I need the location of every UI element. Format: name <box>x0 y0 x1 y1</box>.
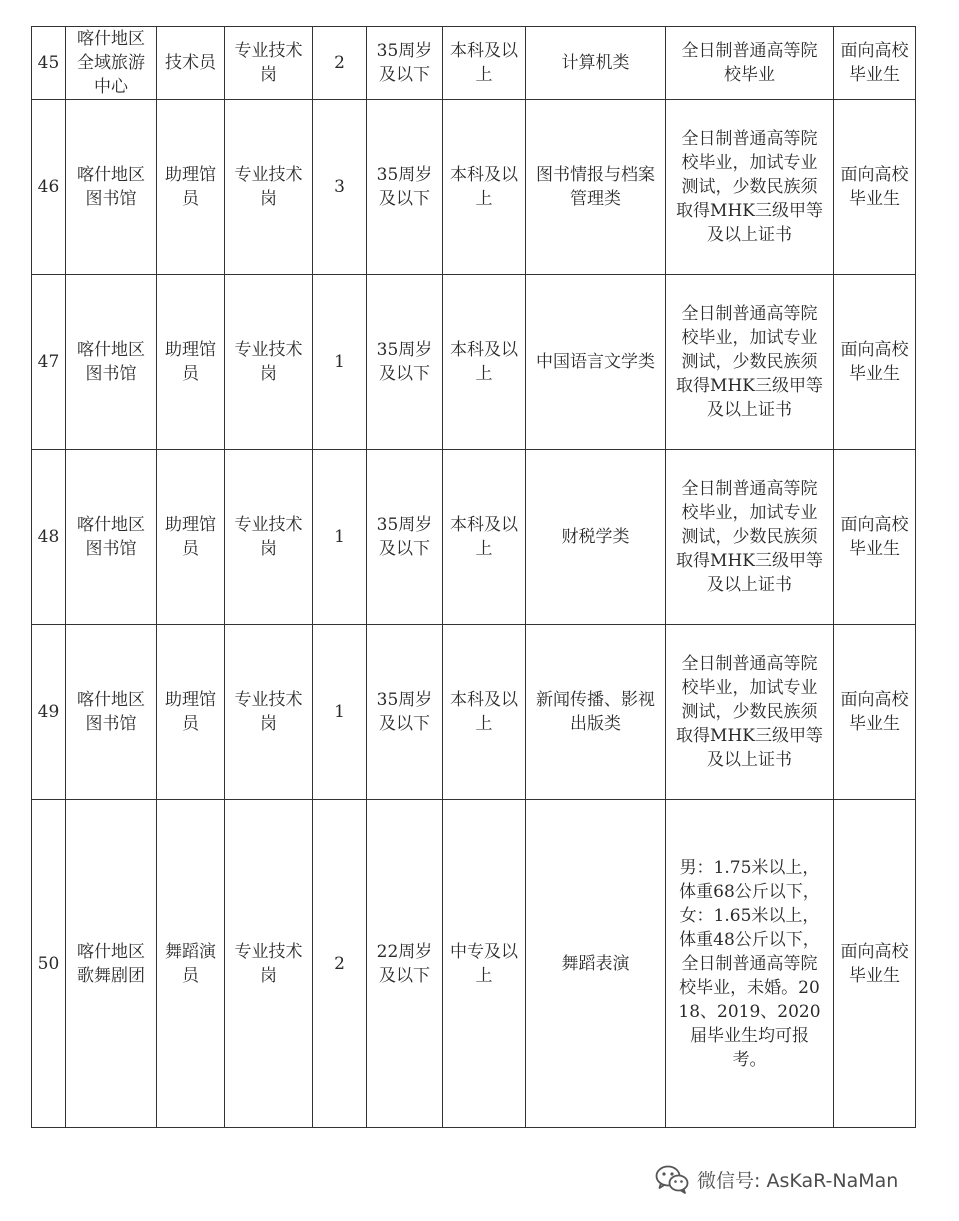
education-requirement-cell: 本科及以上 <box>443 100 526 275</box>
target-group-cell: 面向高校毕业生 <box>834 275 916 450</box>
position-category-cell: 专业技术岗 <box>225 27 313 100</box>
major-requirement-cell: 财税学类 <box>526 450 666 625</box>
row-number-cell: 47 <box>32 275 66 450</box>
position-category-cell: 专业技术岗 <box>225 450 313 625</box>
position-category-cell: 专业技术岗 <box>225 800 313 1128</box>
hiring-unit-cell: 喀什地区图书馆 <box>66 100 157 275</box>
target-group-cell: 面向高校毕业生 <box>834 800 916 1128</box>
age-requirement-cell: 35周岁及以下 <box>367 27 443 100</box>
major-requirement-cell: 舞蹈表演 <box>526 800 666 1128</box>
hiring-count-cell: 1 <box>313 275 367 450</box>
position-category-cell: 专业技术岗 <box>225 275 313 450</box>
row-number-cell: 45 <box>32 27 66 100</box>
position-name-cell: 助理馆员 <box>157 100 225 275</box>
position-name-cell: 技术员 <box>157 27 225 100</box>
row-number-cell: 46 <box>32 100 66 275</box>
hiring-count-cell: 1 <box>313 625 367 800</box>
position-name-cell: 助理馆员 <box>157 275 225 450</box>
education-requirement-cell: 本科及以上 <box>443 27 526 100</box>
row-number-cell: 50 <box>32 800 66 1128</box>
position-name-cell: 助理馆员 <box>157 450 225 625</box>
other-conditions-cell: 全日制普通高等院校毕业，加试专业测试，少数民族须取得MHK三级甲等及以上证书 <box>666 450 834 625</box>
target-group-cell: 面向高校毕业生 <box>834 27 916 100</box>
table-row <box>32 275 916 450</box>
row-number-cell: 49 <box>32 625 66 800</box>
education-requirement-cell: 本科及以上 <box>443 450 526 625</box>
other-conditions-cell: 全日制普通高等院校毕业 <box>666 27 834 100</box>
education-requirement-cell: 本科及以上 <box>443 625 526 800</box>
major-requirement-cell: 中国语言文学类 <box>526 275 666 450</box>
major-requirement-cell: 计算机类 <box>526 27 666 100</box>
other-conditions-cell: 全日制普通高等院校毕业，加试专业测试，少数民族须取得MHK三级甲等及以上证书 <box>666 275 834 450</box>
position-name-cell: 助理馆员 <box>157 625 225 800</box>
age-requirement-cell: 22周岁及以下 <box>367 800 443 1128</box>
education-requirement-cell: 本科及以上 <box>443 275 526 450</box>
wechat-watermark <box>655 1163 898 1195</box>
hiring-count-cell: 3 <box>313 100 367 275</box>
recruitment-table <box>31 26 916 1128</box>
age-requirement-cell: 35周岁及以下 <box>367 450 443 625</box>
watermark-text: 微信号: AsKaR-NaMan <box>697 1169 899 1192</box>
hiring-unit-cell: 喀什地区歌舞剧团 <box>66 800 157 1128</box>
hiring-count-cell: 2 <box>313 27 367 100</box>
other-conditions-cell: 全日制普通高等院校毕业，加试专业测试，少数民族须取得MHK三级甲等及以上证书 <box>666 625 834 800</box>
hiring-unit-cell: 喀什地区图书馆 <box>66 275 157 450</box>
hiring-unit-cell: 喀什地区图书馆 <box>66 450 157 625</box>
hiring-count-cell: 1 <box>313 450 367 625</box>
row-number-cell: 48 <box>32 450 66 625</box>
target-group-cell: 面向高校毕业生 <box>834 450 916 625</box>
target-group-cell: 面向高校毕业生 <box>834 100 916 275</box>
position-category-cell: 专业技术岗 <box>225 100 313 275</box>
position-name-cell: 舞蹈演员 <box>157 800 225 1128</box>
table-row <box>32 800 916 1128</box>
hiring-unit-cell: 喀什地区全域旅游中心 <box>66 27 157 100</box>
hiring-count-cell: 2 <box>313 800 367 1128</box>
wechat-icon <box>655 1164 689 1194</box>
table-row <box>32 100 916 275</box>
target-group-cell: 面向高校毕业生 <box>834 625 916 800</box>
major-requirement-cell: 新闻传播、影视出版类 <box>526 625 666 800</box>
table-row <box>32 27 916 100</box>
age-requirement-cell: 35周岁及以下 <box>367 100 443 275</box>
education-requirement-cell: 中专及以上 <box>443 800 526 1128</box>
major-requirement-cell: 图书情报与档案管理类 <box>526 100 666 275</box>
age-requirement-cell: 35周岁及以下 <box>367 275 443 450</box>
other-conditions-cell: 全日制普通高等院校毕业，加试专业测试，少数民族须取得MHK三级甲等及以上证书 <box>666 100 834 275</box>
table-row <box>32 625 916 800</box>
hiring-unit-cell: 喀什地区图书馆 <box>66 625 157 800</box>
position-category-cell: 专业技术岗 <box>225 625 313 800</box>
age-requirement-cell: 35周岁及以下 <box>367 625 443 800</box>
table-row <box>32 450 916 625</box>
other-conditions-cell: 男：1.75米以上，体重68公斤以下，女：1.65米以上，体重48公斤以下，全日制普通高等院校毕业，未婚。2018、2019、2020届毕业生均可报考。 <box>666 800 834 1128</box>
